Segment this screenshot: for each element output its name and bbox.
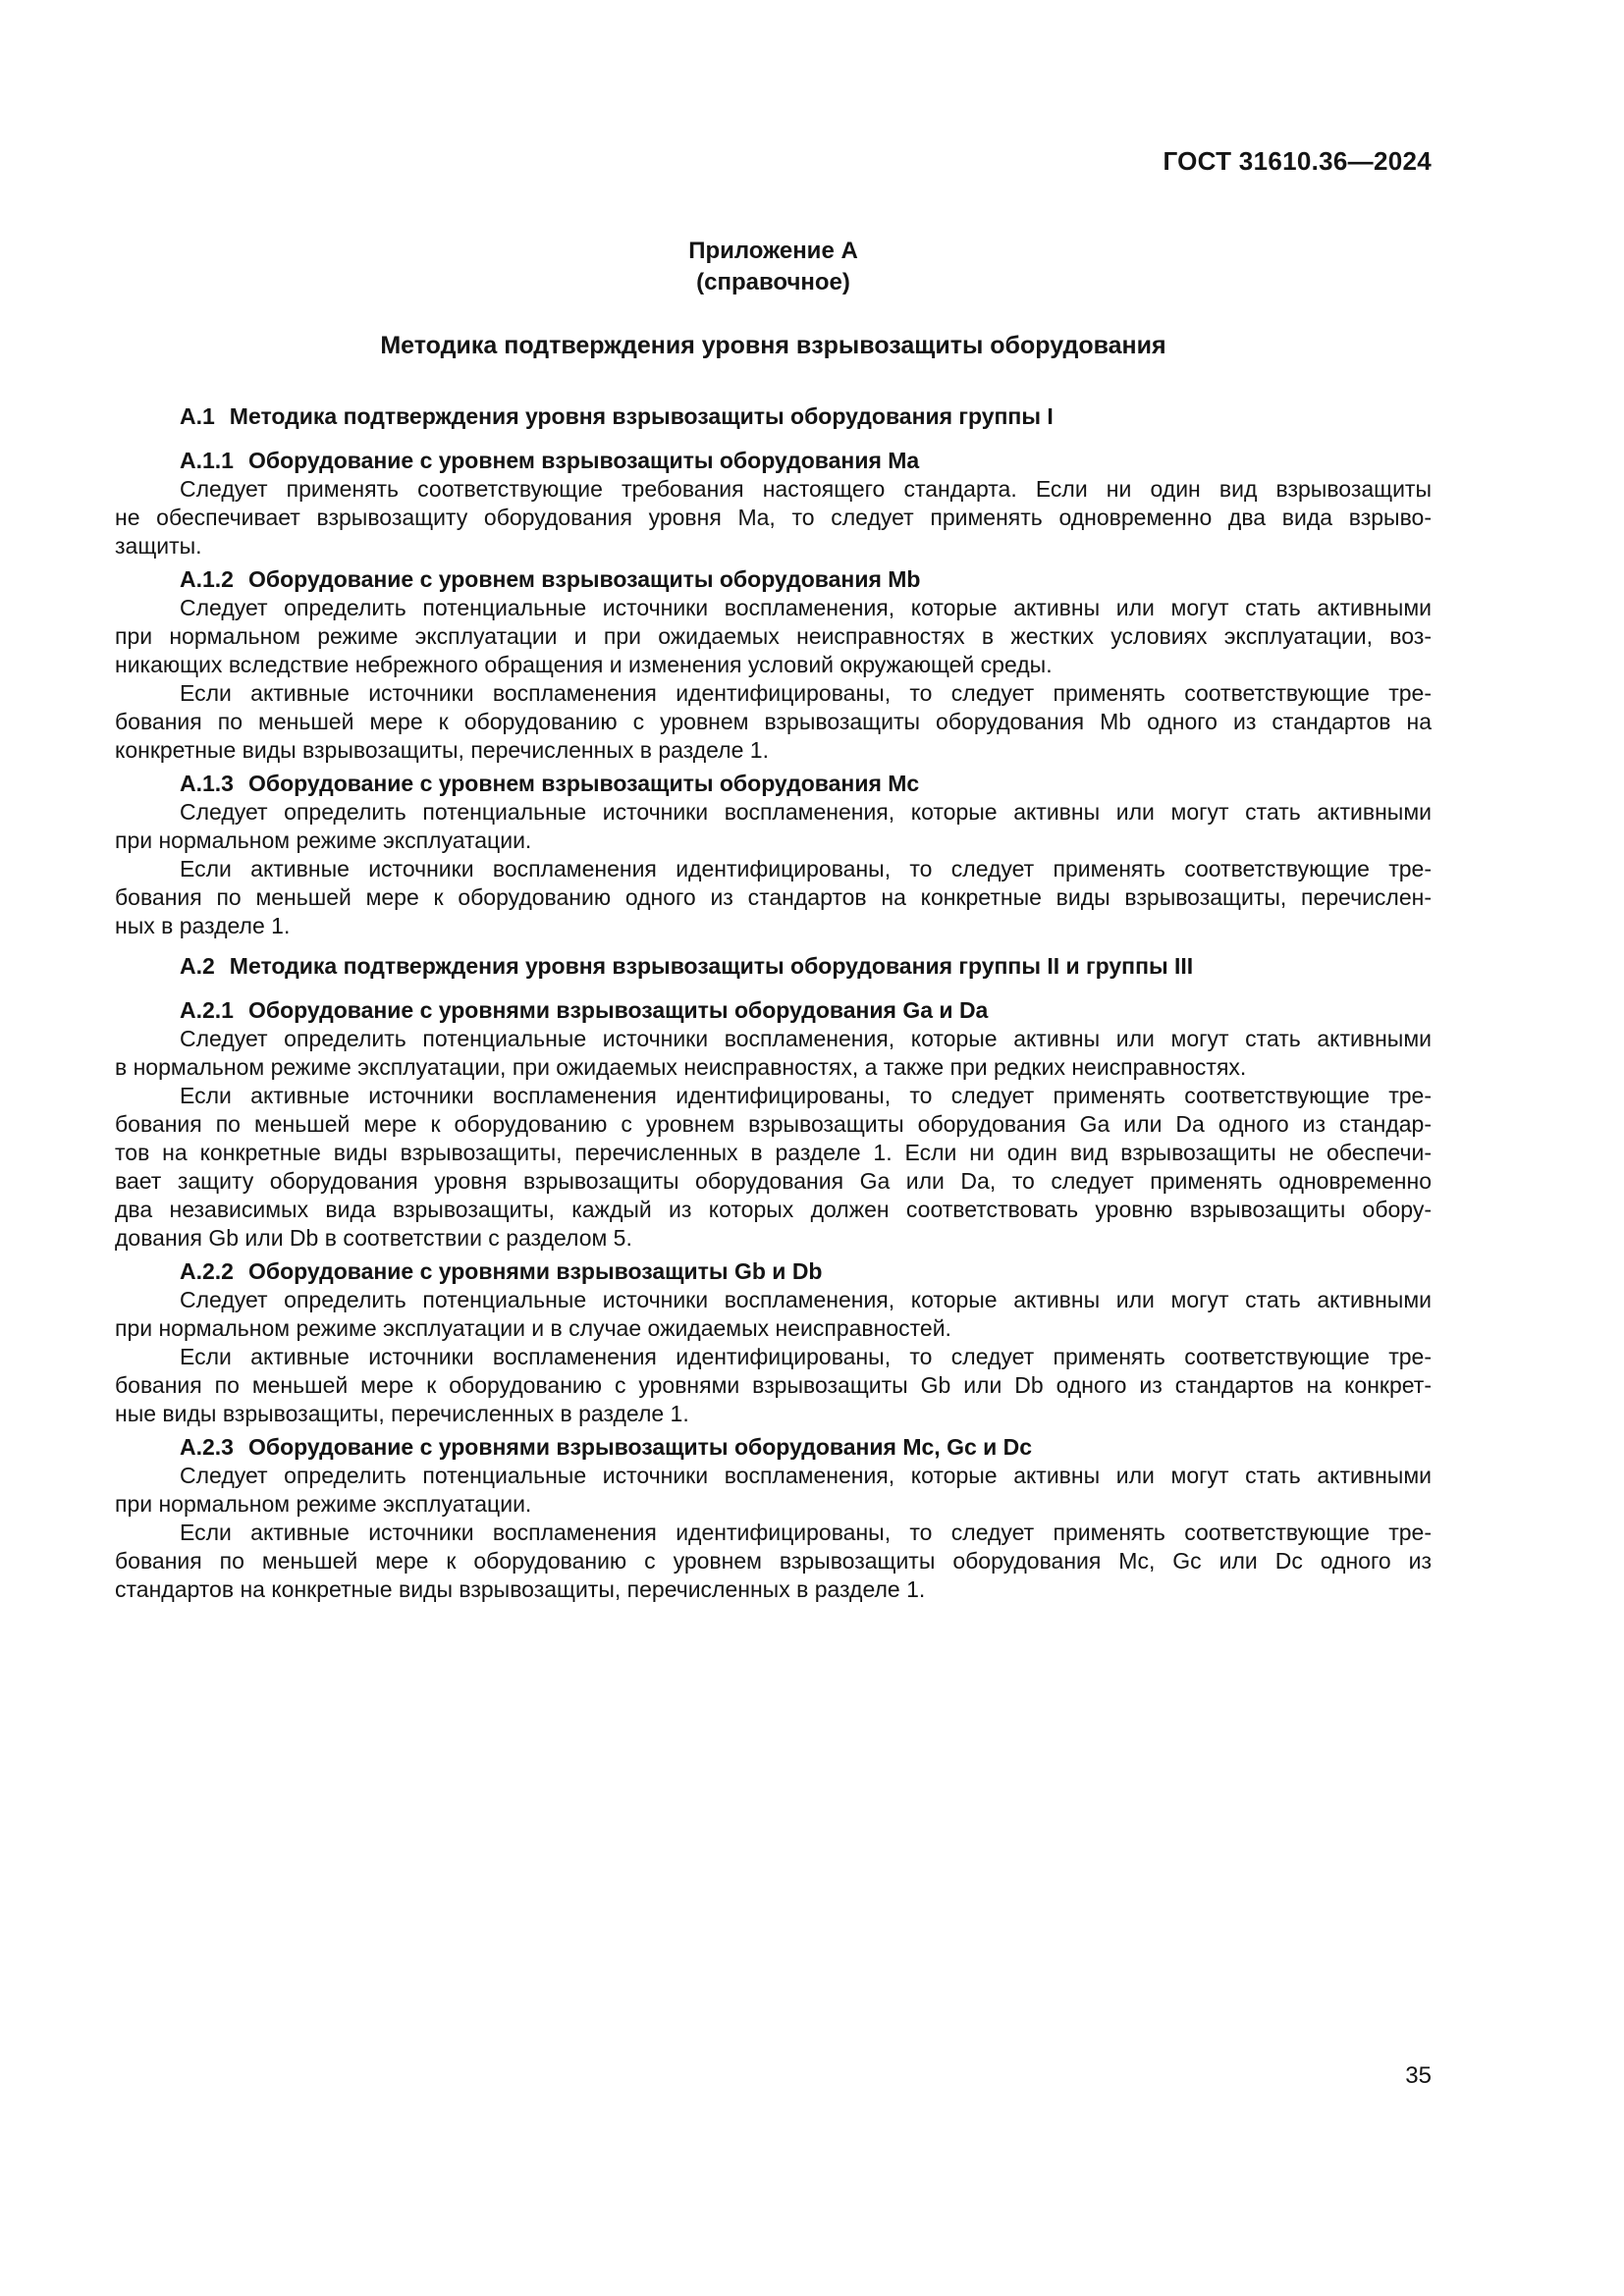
body-paragraph: [115, 855, 1432, 940]
paragraph-line: при нормальном режиме эксплуатации.: [115, 1491, 532, 1517]
paragraph-line: тов на конкретные виды взрывозащиты, перечисленных в разделе 1. Если ни один вид взрывозащиты не обеспечи-: [115, 1140, 1432, 1165]
paragraph-line: защиты.: [115, 533, 202, 559]
paragraph-line: стандартов на конкретные виды взрывозащиты, перечисленных в разделе 1.: [115, 1576, 926, 1602]
paragraph-line: бования по меньшей мере к оборудованию с уровнями взрывозащиты Gb или Db одного из стандартов на конкрет-: [115, 1372, 1432, 1398]
heading-text: Методика подтверждения уровня взрывозащиты оборудования группы I: [229, 403, 1054, 429]
paragraph-line: Если активные источники воспламенения идентифицированы, то следует применять соответствующие тре-: [180, 856, 1432, 881]
paragraph-line: Следует определить потенциальные источники воспламенения, которые активны или могут стать активными: [180, 1463, 1432, 1488]
heading-number: А.2: [180, 953, 215, 979]
section-heading: [115, 402, 1432, 431]
paragraph-line: при нормальном режиме эксплуатации и в случае ожидаемых неисправностей.: [115, 1315, 951, 1341]
body-paragraph: [115, 1519, 1432, 1604]
heading-text: Методика подтверждения уровня взрывозащиты оборудования группы II и группы III: [229, 953, 1194, 979]
heading-text: Оборудование с уровнем взрывозащиты оборудования Ma: [247, 448, 920, 473]
subsection-heading: [115, 1257, 1432, 1286]
body-paragraph: [115, 1286, 1432, 1343]
paragraph-line: Если активные источники воспламенения идентифицированы, то следует применять соответствующие тре-: [180, 1520, 1432, 1545]
paragraph-line: при нормальном режиме эксплуатации и при ожидаемых неисправностях в жестких условиях эксплуатации, воз-: [115, 623, 1432, 649]
paragraph-line: Следует определить потенциальные источники воспламенения, которые активны или могут стать активными: [180, 1287, 1432, 1312]
body-paragraph: [115, 1462, 1432, 1519]
paragraph-line: Если активные источники воспламенения идентифицированы, то следует применять соответствующие тре-: [180, 1083, 1432, 1108]
appendix-type: (справочное): [696, 269, 850, 295]
heading-number: А.1.3: [180, 771, 234, 796]
paragraph-line: Следует применять соответствующие требования настоящего стандарта. Если ни один вид взрывозащиты: [180, 476, 1432, 502]
body-paragraph: [115, 1343, 1432, 1428]
section-heading: [115, 952, 1432, 981]
body-paragraph: [115, 475, 1432, 561]
paragraph-line: ные виды взрывозащиты, перечисленных в разделе 1.: [115, 1401, 689, 1426]
paragraph-line: при нормальном режиме эксплуатации.: [115, 828, 532, 853]
heading-number: А.1.2: [180, 566, 234, 592]
paragraph-line: бования по меньшей мере к оборудованию с уровнем взрывозащиты оборудования Mc, Gc или Dc одного из: [115, 1548, 1432, 1574]
subsection-heading: [115, 996, 1432, 1025]
heading-number: А.2.2: [180, 1258, 234, 1284]
body-paragraph: [115, 798, 1432, 855]
paragraph-line: два независимых вида взрывозащиты, каждый из которых должен соответствовать уровню взрывозащиты обору-: [115, 1197, 1432, 1222]
subsection-heading: [115, 770, 1432, 798]
paragraph-line: Если активные источники воспламенения идентифицированы, то следует применять соответствующие тре-: [180, 1344, 1432, 1369]
paragraph-line: Следует определить потенциальные источники воспламенения, которые активны или могут стать активными: [180, 799, 1432, 825]
paragraph-line: вает защиту оборудования уровня взрывозащиты оборудования Ga или Da, то следует применять одновременно: [115, 1168, 1432, 1194]
heading-text: Оборудование с уровнями взрывозащиты Gb и Db: [247, 1258, 823, 1284]
paragraph-line: бования по меньшей мере к оборудованию одного из стандартов на конкретные виды взрывозащиты, перечислен-: [115, 884, 1432, 910]
subsection-heading: [115, 447, 1432, 475]
appendix-label: Приложение А: [688, 238, 858, 264]
paragraph-line: ных в разделе 1.: [115, 913, 291, 938]
paragraph-line: не обеспечивает взрывозащиту оборудования уровня Ma, то следует применять одновременно два вида взрыво-: [115, 505, 1432, 530]
paragraph-line: Если активные источники воспламенения идентифицированы, то следует применять соответствующие тре-: [180, 680, 1432, 706]
document-body: [115, 402, 1432, 1604]
paragraph-line: в нормальном режиме эксплуатации, при ожидаемых неисправностях, а также при редких неисправностях.: [115, 1054, 1247, 1080]
heading-number: А.1.1: [180, 448, 234, 473]
heading-text: Оборудование с уровнем взрывозащиты оборудования Mc: [247, 771, 920, 796]
appendix-title: Методика подтверждения уровня взрывозащиты оборудования: [380, 332, 1166, 359]
heading-number: А.2.3: [180, 1434, 234, 1460]
heading-text: Оборудование с уровнем взрывозащиты оборудования Mb: [247, 566, 921, 592]
body-paragraph: [115, 594, 1432, 679]
paragraph-line: бования по меньшей мере к оборудованию с уровнем взрывозащиты оборудования Mb одного из стандартов на: [115, 709, 1432, 734]
body-paragraph: [115, 1025, 1432, 1082]
heading-number: А.2.1: [180, 997, 234, 1023]
paragraph-line: никающих вследствие небрежного обращения и изменения условий окружающей среды.: [115, 652, 1053, 677]
standard-designation: ГОСТ 31610.36—2024: [1163, 146, 1432, 176]
heading-text: Оборудование с уровнями взрывозащиты оборудования Ga и Da: [247, 997, 989, 1023]
paragraph-line: Следует определить потенциальные источники воспламенения, которые активны или могут стать активными: [180, 1026, 1432, 1051]
body-paragraph: [115, 1082, 1432, 1253]
paragraph-line: конкретные виды взрывозащиты, перечисленных в разделе 1.: [115, 737, 769, 763]
paragraph-line: Следует определить потенциальные источники воспламенения, которые активны или могут стать активными: [180, 595, 1432, 620]
paragraph-line: дования Gb или Db в соответствии с разделом 5.: [115, 1225, 632, 1251]
body-paragraph: [115, 679, 1432, 765]
paragraph-line: бования по меньшей мере к оборудованию с уровнем взрывозащиты оборудования Ga или Da одного из стандар-: [115, 1111, 1432, 1137]
page-number: 35: [1405, 2062, 1432, 2089]
heading-number: А.1: [180, 403, 215, 429]
subsection-heading: [115, 565, 1432, 594]
subsection-heading: [115, 1433, 1432, 1462]
heading-text: Оборудование с уровнями взрывозащиты оборудования Mc, Gc и Dc: [247, 1434, 1033, 1460]
